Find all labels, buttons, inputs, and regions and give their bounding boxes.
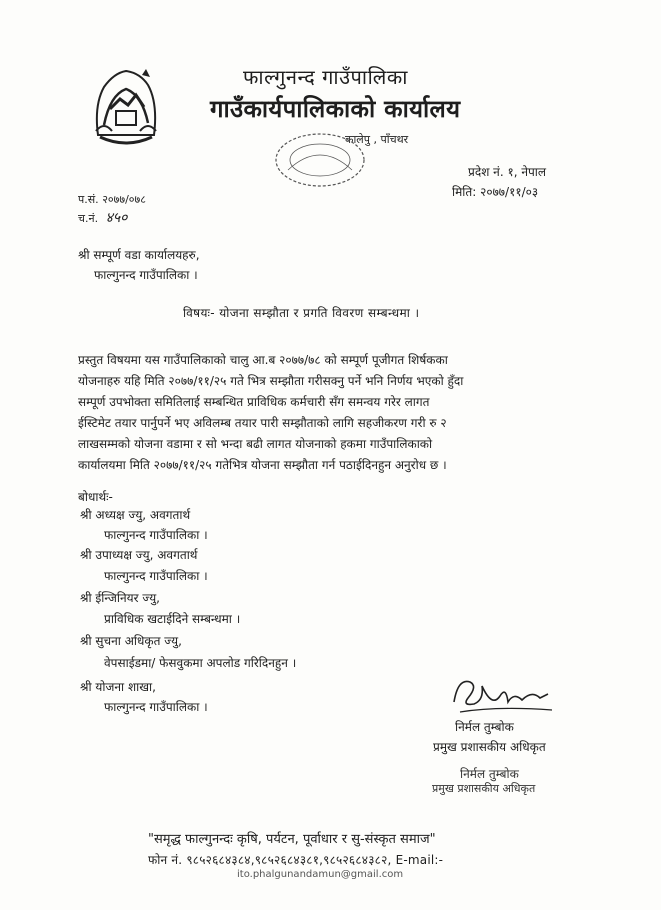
ps-value: २०७७/०७८ — [102, 193, 146, 206]
cc-line: श्री अध्यक्ष ज्यु, अवगतार्थ — [80, 508, 191, 522]
cc-line: श्री उपाध्यक्ष ज्यु, अवगतार्थ — [80, 548, 198, 562]
letter-subject: विषयः- योजना सम्झौता र प्रगति विवरण सम्बन्धमा । — [183, 306, 420, 320]
name-stamp: निर्मल तुम्बोक — [460, 767, 519, 781]
reference-number — [78, 192, 146, 207]
municipality-emblem-logo — [90, 65, 162, 151]
body-line: योजनाहरु यहि मिति २०७७/११/२५ गते भित्र सम्झौता गरीसक्नु पर्ने भनि निर्णय भएको हुँदा — [78, 374, 464, 388]
cc-line: फाल्गुनन्द गाउँपालिका । — [104, 528, 208, 542]
office-name: गाउँकार्यपालिकाको कार्यालय — [210, 95, 461, 123]
cn-value: ४५० — [105, 210, 128, 226]
cc-line: फाल्गुनन्द गाउँपालिका । — [104, 569, 208, 583]
cn-label: च.नं. — [78, 212, 99, 225]
body-line: ईस्टिमेट तयार पार्नुपर्ने भए अविलम्ब तयार पारी सम्झौताको लागि सहजीकरण गरी रु २ — [78, 416, 447, 430]
cc-line: श्री ईन्जिनियर ज्यु, — [80, 591, 160, 605]
signatory-title: प्रमुख प्रशासकीय अधिकृत — [433, 740, 546, 754]
body-line: कार्यालयमा मिति २०७७/११/२५ गतेभित्र योजना सम्झौता गर्न पठाईदिनहुन अनुरोध छ । — [78, 458, 447, 472]
letter-date: मिति: २०७७/११/०३ — [452, 185, 539, 199]
municipality-name: फाल्गुनन्द गाउँपालिका — [243, 65, 408, 89]
cc-line: फाल्गुनन्द गाउँपालिका । — [104, 700, 208, 714]
cc-line: श्री सुचना अधिकृत ज्यु, — [80, 634, 182, 648]
cc-line: प्राविधिक खटाईदिने सम्बन्धमा । — [104, 612, 241, 626]
recipient-line-1: श्री सम्पूर्ण वडा कार्यालयहरु, — [78, 248, 200, 262]
ps-label: प.सं. — [78, 193, 99, 206]
title-stamp: प्रमुख प्रशासकीय अधिकृत — [432, 782, 536, 795]
footer-motto: "समृद्ध फाल्गुनन्दः कृषि, पर्यटन, पूर्वाधार र सु-संस्कृत समाज" — [148, 832, 436, 847]
office-address: कालेपु , पाँचथर — [345, 133, 409, 146]
body-line: प्रस्तुत विषयमा यस गाउँपालिकाको चालु आ.ब २०७७/७८ को सम्पूर्ण पूजीगत शिर्षकका — [78, 353, 448, 367]
signatory-name: निर्मल तुम्बोक — [455, 720, 514, 734]
handwritten-signature — [448, 672, 558, 718]
footer-phone: फोन नं. ९८५२६८४३८४,९८५२६८४३८१,९८५२६८४३८२, E-mail:- — [148, 853, 444, 867]
footer-email: ito.phalgunandamun@gmail.com — [237, 869, 404, 880]
body-line: सम्पूर्ण उपभोक्ता समितिलाई सम्बन्धित प्राविधिक कर्मचारी सँग समन्वय गरेर लागत — [78, 395, 430, 409]
cc-line: वेपसाईडमा/ फेसवुकमा अपलोड गरिदिनहुन । — [104, 656, 297, 670]
office-stamp — [270, 130, 370, 190]
recipient-line-2: फाल्गुनन्द गाउँपालिका । — [94, 268, 198, 282]
letter-body — [78, 350, 598, 476]
cc-heading: बोधार्थः- — [78, 490, 113, 504]
cc-line: श्री योजना शाखा, — [80, 680, 156, 694]
province-label: प्रदेश नं. १, नेपाल — [468, 165, 547, 179]
body-line: लाखसम्मको योजना वडामा र सो भन्दा बढी लागत योजनाको हकमा गाउँपालिकाको — [78, 437, 433, 451]
dispatch-number — [78, 208, 127, 227]
